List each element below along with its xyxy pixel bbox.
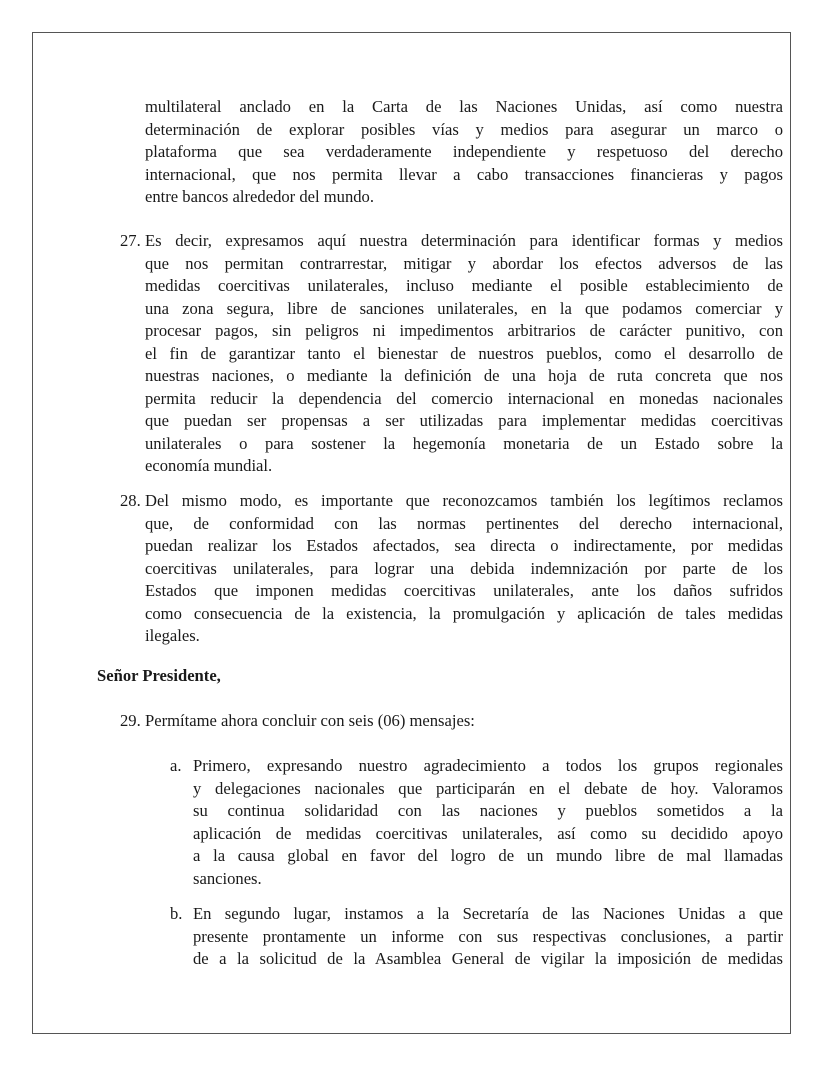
text-line: economía mundial.	[145, 456, 273, 475]
text-line: que nos permitan contrarrestar, mitigar y abordar los efectos adversos de las	[145, 253, 783, 273]
text-line: entre bancos alrededor del mundo.	[145, 187, 374, 206]
text-line: Es decir, expresamos aquí nuestra determinación para identificar formas y medios	[145, 231, 783, 250]
text-line: sanciones.	[193, 868, 262, 888]
text-line: medidas coercitivas unilaterales, incluso mediante el posible establecimiento de	[145, 276, 783, 295]
text-line: presente prontamente un informe con sus respectivas conclusiones, a partir	[193, 926, 783, 946]
list-item-label: a.	[170, 756, 182, 775]
text-line: como consecuencia de la existencia, la promulgación y aplicación de tales medidas	[145, 603, 783, 623]
text-line: puedan realizar los Estados afectados, sea directa o indirectamente, por medidas	[145, 536, 783, 555]
text-line: que, de conformidad con las normas pertinentes del derecho internacional,	[145, 513, 783, 533]
text-line: En segundo lugar, instamos a la Secretaría de las Naciones Unidas a que	[193, 904, 783, 923]
text-line: coercitivas unilaterales, para lograr una debida indemnización por parte de los	[145, 558, 783, 578]
text-line: nuestras naciones, o mediante la definición de una hoja de ruta concreta que nos	[145, 366, 783, 385]
text-line: permita reducir la dependencia del comercio internacional en monedas nacionales	[145, 388, 783, 408]
paragraph-number: 28.	[120, 491, 141, 510]
text-line: y delegaciones nacionales que participarán en el debate de hoy. Valoramos	[193, 778, 783, 798]
text-line: de a la solicitud de la Asamblea General de vigilar la imposición de medidas	[193, 949, 783, 968]
list-item-label: b.	[170, 904, 183, 923]
text-line: aplicación de medidas coercitivas unilaterales, así como su decidido apoyo	[193, 823, 783, 843]
text-line: determinación de explorar posibles vías y medios para asegurar un marco o	[145, 119, 783, 139]
text-line: unilaterales o para sostener la hegemonía monetaria de un Estado sobre la	[145, 433, 783, 453]
text-line: una zona segura, libre de sanciones unilaterales, en la que podamos comerciar y	[145, 298, 783, 318]
text-line: Estados que imponen medidas coercitivas unilaterales, ante los daños sufridos	[145, 581, 783, 600]
text-line: ilegales.	[145, 626, 200, 645]
text-line: su continua solidaridad con las naciones y pueblos sometidos a la	[193, 801, 783, 820]
text-line: que puedan ser propensas a ser utilizadas para implementar medidas coercitivas	[145, 411, 783, 430]
paragraph-number: 27.	[120, 231, 141, 250]
text-line: internacional, que nos permita llevar a cabo transacciones financieras y pagos	[145, 164, 783, 184]
text-line: Del mismo modo, es importante que reconozcamos también los legítimos reclamos	[145, 491, 783, 510]
text-line: multilateral anclado en la Carta de las Naciones Unidas, así como nuestra	[145, 97, 783, 116]
text-line: procesar pagos, sin peligros ni impedimentos arbitrarios de carácter punitivo, con	[145, 321, 783, 340]
text-line: plataforma que sea verdaderamente independiente y respetuoso del derecho	[145, 142, 783, 161]
text-line: el fin de garantizar tanto el bienestar de nuestros pueblos, como el desarrollo de	[145, 343, 783, 363]
text-line: Primero, expresando nuestro agradecimiento a todos los grupos regionales	[193, 756, 783, 775]
text-line: Permítame ahora concluir con seis (06) mensajes:	[145, 711, 475, 730]
text-line: a la causa global en favor del logro de un mundo libre de mal llamadas	[193, 846, 783, 865]
paragraph-number: 29.	[120, 711, 141, 730]
salutation-heading: Señor Presidente,	[97, 666, 221, 685]
